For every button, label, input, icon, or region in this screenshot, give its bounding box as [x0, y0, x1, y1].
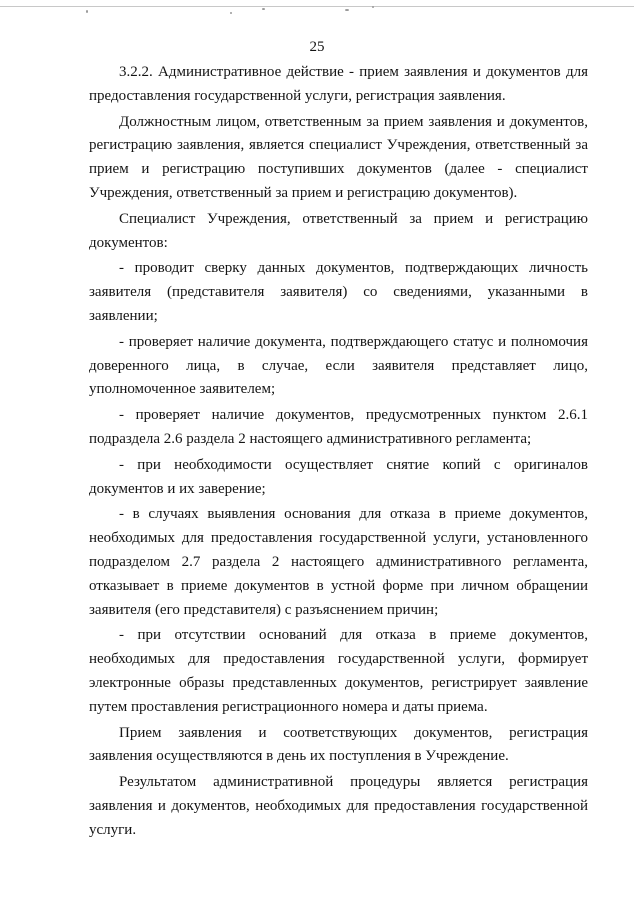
page-number: 25: [309, 39, 325, 55]
paragraph-section-title: 3.2.2. Административное действие - прием заявления и документов для предоставления государственной услуги, регистрация заявления.: [89, 64, 588, 104]
paragraph-result: Результатом административной процедуры является регистрация заявления и документов, необходимых для предоставления государственной услуги.: [89, 774, 588, 838]
scan-speck: [262, 8, 265, 10]
paragraph-responsible-person: Должностным лицом, ответственным за прием заявления и документов, регистрацию заявления, является специалист Учреждения, ответственный за прием и регистрацию поступивших документов (далее - специалист Учреждения, ответственный за прием и регистрацию документов).: [89, 113, 588, 201]
list-item-refusal: - в случаях выявления основания для отказа в приеме документов, необходимых для предоставления государственной услуги, установленного подразделом 2.7 раздела 2 настоящего административного регламента, отказывает в приеме документов в устной форме при личном обращении заявителя (его представителя) с разъяснением причин;: [89, 506, 588, 618]
scan-speck: [372, 6, 374, 8]
paragraph-specialist-duties: Специалист Учреждения, ответственный за прием и регистрацию документов:: [89, 210, 588, 251]
list-item-check-authority: - проверяет наличие документа, подтверждающего статус и полномочия доверенного лица, в случае, если заявителя представляет лицо, уполномоченное заявителем;: [89, 333, 588, 398]
paragraph-timing: Прием заявления и соответствующих документов, регистрация заявления осуществляются в день их поступления в Учреждение.: [89, 724, 588, 765]
body-text: [89, 61, 588, 845]
list-item-make-copies: - при необходимости осуществляет снятие копий с оригиналов документов и их заверение;: [89, 456, 588, 497]
list-item-check-documents: - проверяет наличие документов, предусмотренных пунктом 2.6.1 подраздела 2.6 раздела 2 настоящего административного регламента;: [89, 407, 588, 447]
scan-speck: [230, 12, 232, 14]
list-item-verify-identity: - проводит сверку данных документов, подтверждающих личность заявителя (представителя заявителя) со сведениями, указанными в заявлении;: [89, 260, 588, 324]
scan-top-edge: [0, 0, 634, 7]
scan-speck: [345, 9, 349, 11]
scan-speck: [86, 10, 88, 13]
list-item-registration: - при отсутствии оснований для отказа в приеме документов, необходимых для предоставления государственной услуги, формирует электронные образы представленных документов, регистрирует заявление путем проставления регистрационного номера и даты приема.: [89, 627, 588, 715]
